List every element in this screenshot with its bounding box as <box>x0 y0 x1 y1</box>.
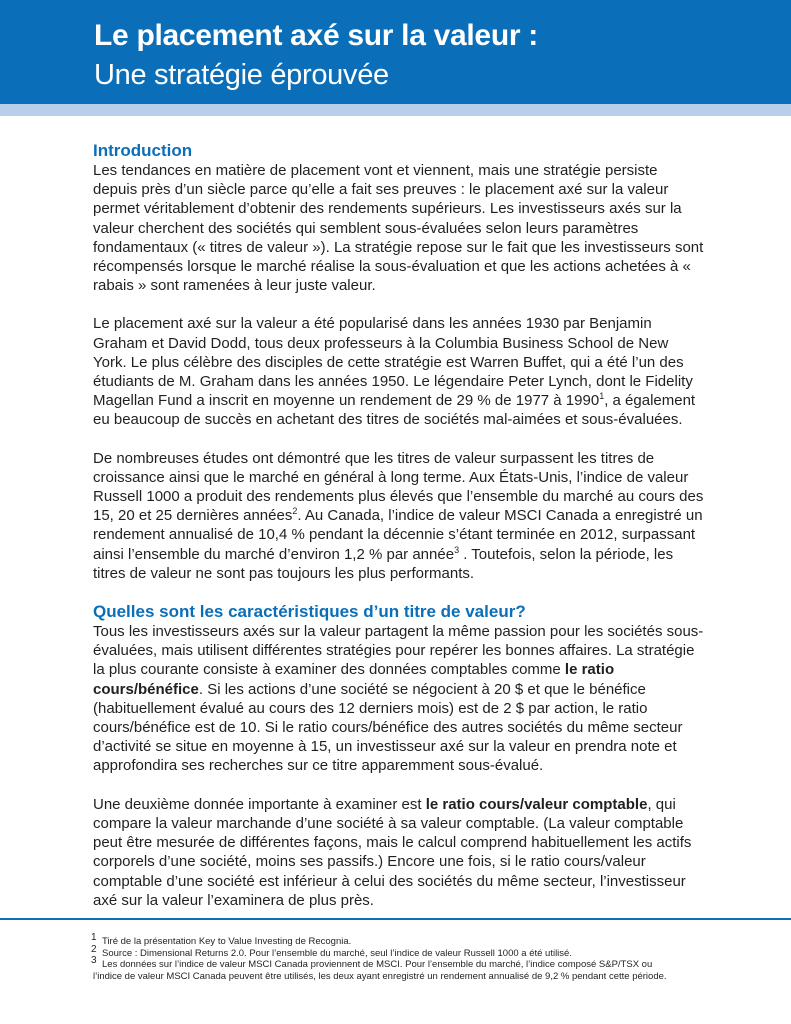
header-stripe <box>0 104 791 116</box>
char-p1-text-a: Tous les investisseurs axés sur la valeur partagent la même passion pour les sociétés sous-évaluées, mais utilisent différentes stratégies pour repérer les bonnes affaires. La stratégie la plus courante consiste à examiner des données comptables comme <box>93 623 704 679</box>
intro-paragraph-1: Les tendances en matière de placement vont et viennent, mais une stratégie persiste depuis près d’un siècle parce qu’elle a fait ses preuves : le placement axé sur la valeur permet véritablement d’obtenir des rendements supérieurs. Les investisseurs axés sur la valeur cherchent des sociétés qui semblent sous-évaluées selon leurs paramètres fondamentaux (« titres de valeur »). La stratégie repose sur le fait que les investisseurs sont récompensés lorsque le marché réalise la sous-évaluation et que les actions achetées à « rabais » sont ramenées à leur juste valeur. <box>93 162 704 295</box>
footnote-number: 3 <box>91 955 97 967</box>
page-subtitle: Une stratégie éprouvée <box>94 59 389 91</box>
footnote-text-continued: l’indice de valeur MSCI Canada peuvent être utilisés, les deux ayant enregistré un rendement annualisé de 9,2 % pendant cette période. <box>93 970 667 982</box>
footnotes <box>91 932 753 982</box>
footnote-ref-1: 1 <box>599 391 605 402</box>
intro-heading: Introduction <box>93 141 193 160</box>
char-p1-text-b: . Si les actions d’une société se négocient à 20 $ et que le bénéfice (habituellement évalué au cours des 12 derniers mois) est de 2 $ par action, le ratio cours/bénéfice est de 10. Si le ratio cours/bénéfice des autres sociétés du même secteur d’activité se situe en moyenne à 15, un investisseur axé sur la valeur en prendra note et approfondira ses recherches sur ce titre apparemment sous-évalué. <box>93 680 683 775</box>
footnote-ref-3: 3 <box>454 544 460 555</box>
footnote-1 <box>91 932 753 948</box>
intro-paragraph-3 <box>93 449 705 583</box>
page-title: Le placement axé sur la valeur : <box>94 19 538 52</box>
footnote-number: 1 <box>91 932 97 943</box>
footnote-text: Les données sur l’indice de valeur MSCI Canada proviennent de MSCI. Pour l’ensemble du marché, l’indice composé S&P/TSX ou <box>102 959 653 971</box>
char-p2-text-a: Une deuxième donnée importante à examiner est <box>93 795 426 813</box>
intro-p2-text-a: Le placement axé sur la valeur a été popularisé dans les années 1930 par Benjamin Graham et David Dodd, tous deux professeurs à la Columbia Business School de New York. Le plus célèbre des disciples de cette stratégie est Warren Buffet, qui a été l’un des étudiants de M. Graham dans les années 1950. Le légendaire Peter Lynch, dont le Fidelity Magellan Fund a inscrit en moyenne un rendement de 29 % de 1977 à 1990 <box>93 315 693 410</box>
main-content <box>93 141 705 929</box>
footnote-number: 2 <box>91 943 97 955</box>
intro-paragraph-2 <box>93 314 705 429</box>
term-price-earnings: le ratio cours/bénéfice <box>93 661 615 698</box>
characteristics-paragraph-1 <box>93 622 705 776</box>
char-p2-text-b: , qui compare la valeur marchande d’une société à sa valeur comptable. (La valeur comptable peut être mesurée de différentes façons, mais le calcul comprend habituellement les actifs corporels d’une société, moins ses passifs.) Encore une fois, si le ratio cours/valeur comptable d’une société est inférieur à celui des sociétés du même secteur, l’investisseur axé sur la valeur l’examinera de plus près. <box>93 795 692 909</box>
intro-p3-text-a: De nombreuses études ont démontré que les titres de valeur surpassent les titres de croissance ainsi que le marché en général à long terme. Aux États-Unis, l’indice de valeur Russell 1000 a produit des rendements plus élevés que l’ensemble du marché au cours des 15, 20 et 25 dernières années <box>93 449 704 525</box>
characteristics-heading: Quelles sont les caractéristiques d’un titre de valeur? <box>93 602 526 622</box>
characteristics-paragraph-2 <box>93 795 705 910</box>
footnote-3 <box>91 955 753 982</box>
intro-p3-text-b: . Au Canada, l’indice de valeur MSCI Canada a enregistré un rendement annualisé de 10,4 % pendant la décennie s’étant terminée en 2012, surpassant ainsi l’ensemble du marché d’environ 1,2 % par année <box>93 507 703 563</box>
footnote-text: Tiré de la présentation Key to Value Investing de Recognia. <box>102 936 352 947</box>
intro-p2-text-b: , a également eu beaucoup de succès en achetant des titres de sociétés mal-aimées et sous-évaluées. <box>93 392 696 429</box>
footer-divider <box>0 918 791 920</box>
header-banner <box>0 0 791 104</box>
footnote-ref-2: 2 <box>292 506 298 517</box>
footnote-text: Source : Dimensional Returns 2.0. Pour l’ensemble du marché, seul l’indice de valeur Russell 1000 a été utilisé. <box>102 947 572 959</box>
intro-p3-text-c: . Toutefois, selon la période, les titres de valeur ne sont pas toujours les plus performants. <box>93 545 674 582</box>
footnote-2 <box>91 943 753 960</box>
term-price-book: le ratio cours/valeur comptable <box>425 795 648 813</box>
